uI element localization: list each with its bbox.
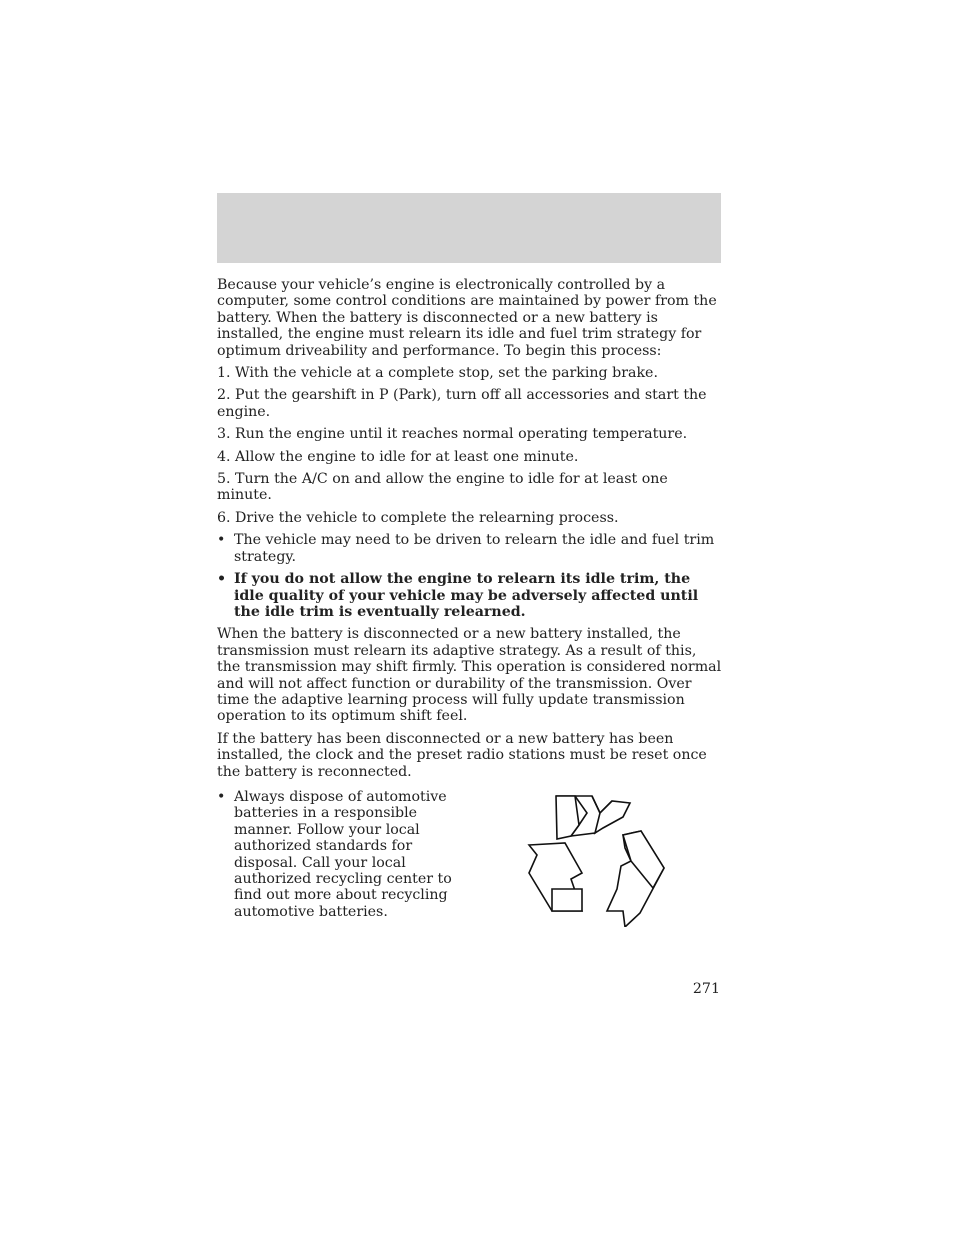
page-content	[217, 277, 722, 931]
page-number: 271	[692, 981, 720, 997]
step-3: 3. Run the engine until it reaches normal operating temperature.	[217, 426, 688, 443]
transmission-paragraph: When the battery is disconnected or a new battery installed, the transmission must relearn its adaptive strategy. As a result of this, the transmission may shift firmly. This operation is considered normal and will not affect function or durability of the transmission. Over time the adaptive learning process will fully update transmission operation to its optimum shift feel.	[217, 626, 722, 725]
warning-bullet-text: If you do not allow the engine to relearn its idle trim, the idle quality of your vehicle may be adversely affected until the idle trim is eventually relearned.	[234, 571, 699, 620]
step-1: 1. With the vehicle at a complete stop, set the parking brake.	[217, 365, 658, 382]
recycle-icon	[527, 793, 667, 931]
section-header-band	[217, 193, 721, 263]
bullet-marker: •	[217, 532, 226, 549]
disposal-bullet-text: Always dispose of automotive batteries in a responsible manner. Follow your local authorized standards for disposal. Call your local authorized recycling center to find out more about recycling automotive batteries.	[234, 788, 452, 920]
note-bullet-text: The vehicle may need to be driven to relearn the idle and fuel trim strategy.	[234, 532, 715, 565]
disposal-section	[217, 789, 722, 931]
step-2: 2. Put the gearshift in P (Park), turn off all accessories and start the engine.	[217, 387, 707, 420]
note-bullet-item	[217, 532, 722, 565]
step-5: 5. Turn the A/C on and allow the engine to idle for at least one minute.	[217, 471, 668, 504]
disposal-bullet-item	[217, 789, 467, 920]
clock-paragraph: If the battery has been disconnected or a new battery has been installed, the clock and the preset radio stations must be reset once the battery is reconnected.	[217, 730, 707, 780]
warning-bullet-item	[217, 571, 722, 620]
step-4: 4. Allow the engine to idle for at least one minute.	[217, 448, 579, 465]
intro-paragraph: Because your vehicle’s engine is electronically controlled by a computer, some control conditions are maintained by power from the battery. When the battery is disconnected or a new battery is installed, the engine must relearn its idle and fuel trim strategy for optimum driveability and performance. To begin this process:	[217, 277, 717, 359]
bullet-marker: •	[217, 571, 227, 588]
bullet-marker: •	[217, 788, 226, 805]
step-6: 6. Drive the vehicle to complete the relearning process.	[217, 509, 619, 526]
